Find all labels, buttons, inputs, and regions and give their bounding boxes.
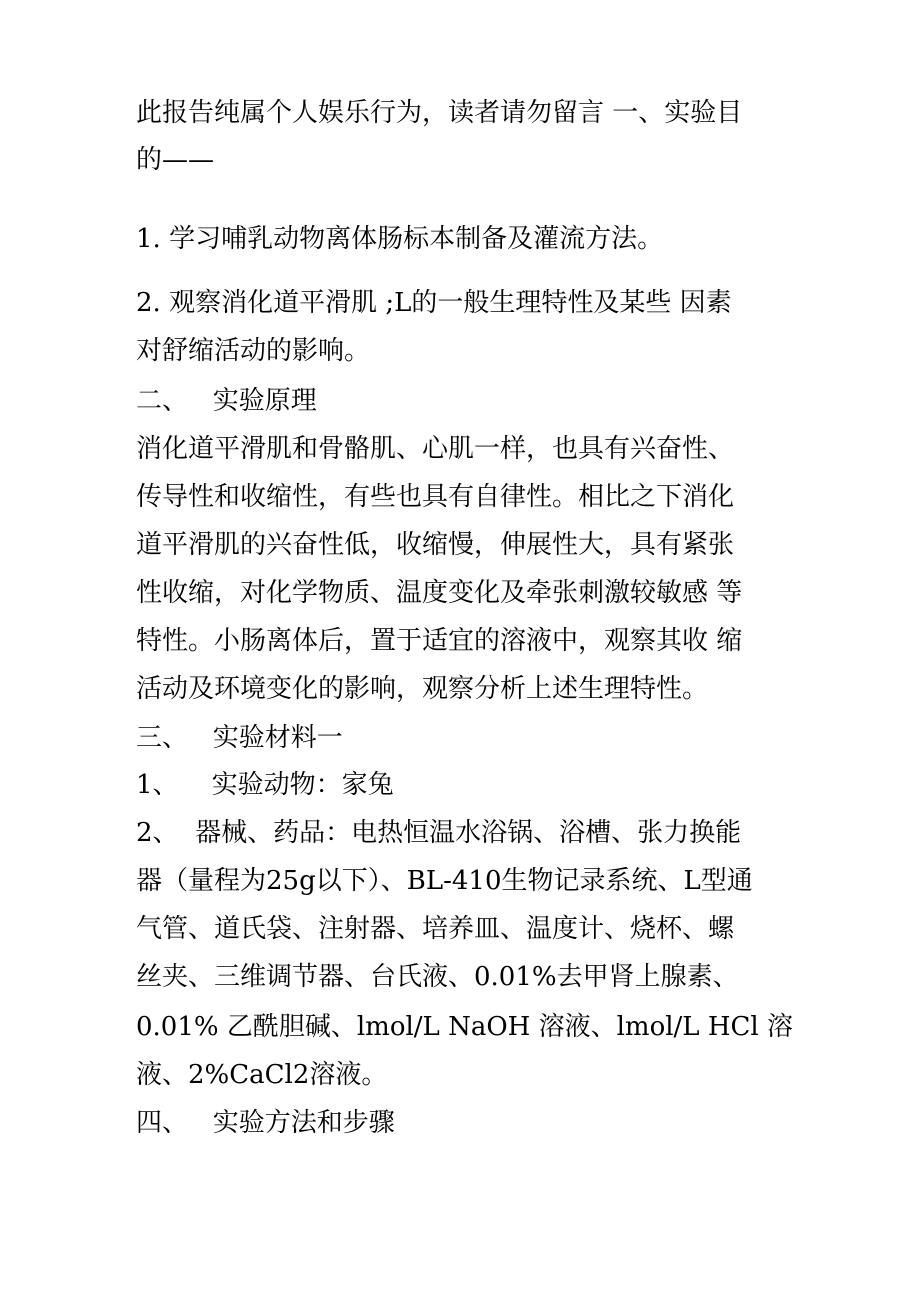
principle-line-4: 性收缩，对化学物质、温度变化及牵张刺激较敏感 等 <box>136 578 743 608</box>
principle-line-2: 传导性和收缩性，有些也具有自律性。相比之下消化 <box>136 482 735 512</box>
section-heading-methods: 四、 实验方法和步骤 <box>136 1108 395 1138</box>
section-heading-materials: 三、 实验材料一 <box>136 723 343 753</box>
materials-item-2-line-4: 丝夹、三维调节器、台氏液、0.01%去甲肾上腺素、 <box>136 962 739 992</box>
principle-line-3: 道平滑肌的兴奋性低，收缩慢，伸展性大，具有紧张 <box>136 530 735 560</box>
principle-line-6: 活动及环境变化的影响，观察分析上述生理特性。 <box>136 674 709 704</box>
materials-item-2-line-3: 气管、道氏袋、注射器、培养皿、温度计、烧杯、螺 <box>136 914 735 944</box>
materials-item-1: 1、 实验动物：家兔 <box>136 770 394 800</box>
objective-item-2-line-1: 2. 观察消化道平滑肌 ;L的一般生理特性及某些 因素 <box>136 288 732 318</box>
section-heading-principle: 二、 实验原理 <box>136 386 317 416</box>
materials-item-2-line-6: 液、2%CaCl2溶液。 <box>136 1060 388 1090</box>
principle-line-1: 消化道平滑肌和骨骼肌、心肌一样，也具有兴奋性、 <box>136 434 735 464</box>
objective-item-1: 1. 学习哺乳动物离体肠标本制备及灌流方法。 <box>136 224 664 254</box>
intro-line-2: 的—— <box>136 145 215 175</box>
objective-item-2-line-2: 对舒缩活动的影响。 <box>136 336 371 366</box>
principle-line-5: 特性。小肠离体后，置于适宜的溶液中，观察其收 缩 <box>136 626 743 656</box>
intro-line-1: 此报告纯属个人娱乐行为，读者请勿留言 一、实验目 <box>136 98 743 128</box>
materials-item-2-line-2: 器（量程为25g以下）、BL-410生物记录系统、L型通 <box>136 866 753 896</box>
materials-item-2-line-5: 0.01% 乙酰胆碱、lmol/L NaOH 溶液、lmol/L HCl 溶 <box>136 1012 793 1042</box>
materials-item-2-line-1: 2、 器械、药品：电热恒温水浴锅、浴槽、张力换能 <box>136 818 742 848</box>
